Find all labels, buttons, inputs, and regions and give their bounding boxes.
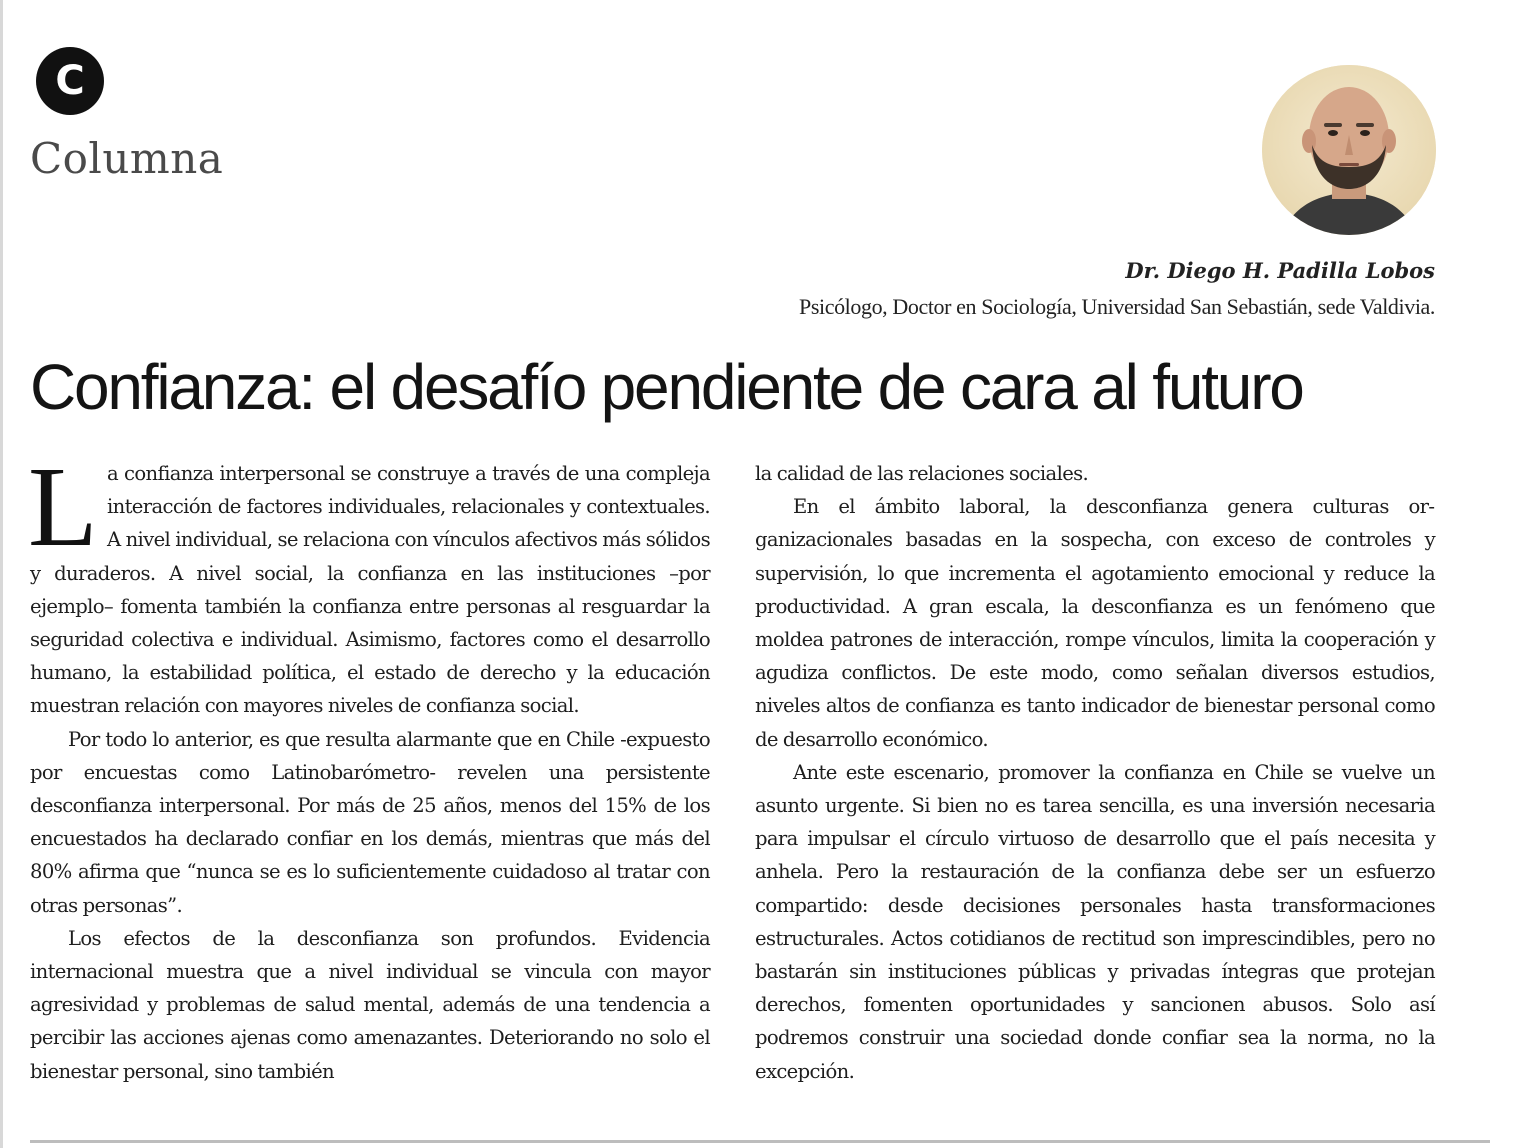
article-paragraph: Los efectos de la desconfianza son profundos. Evidencia internacional muestra que a nivel individual se vincula con mayor agresividad y problemas de salud mental, además de una tendencia a percibir las acciones ajenas como amenazantes. Deteriorando no solo el bienestar personal, sino también <box>30 926 710 1083</box>
article-paragraph: Ante este escenario, promover la confianza en Chile se vuelve un asunto urgente. Si bien no es tarea sencilla, es una inversión necesaria para impulsar el círculo virtuoso de desarrollo que el país necesita y anhela. Pero la restauración de la confianza debe ser un esfuerzo compartido: desde decisiones personales hasta transformaciones estructurales. Actos cotidianos de rectitud son imprescindibles, pero no bastarán sin instituciones públicas y privadas íntegras que protejan derechos, fomenten oportunidades y sancionen abusos. Solo así podremos construir una sociedad donde confiar sea la norma, no la excepción. <box>755 760 1435 1083</box>
article-paragraph <box>28 443 710 723</box>
drop-cap: L <box>28 443 97 570</box>
author-affiliation: Psicólogo, Doctor en Sociología, Universidad San Sebastián, sede Valdivia. <box>799 294 1435 319</box>
section-label: Columna <box>30 134 224 183</box>
bottom-divider <box>30 1140 1490 1143</box>
article-paragraph: la calidad de las relaciones sociales. <box>755 462 1089 485</box>
page-edge-rule <box>0 0 3 1148</box>
author-photo <box>1262 65 1436 235</box>
section-badge: C <box>36 47 104 115</box>
article-column-left <box>28 443 710 1088</box>
article-column-right <box>755 457 1435 1088</box>
paragraph-text: a confianza interpersonal se construye a través de una compleja interacción de factores individuales, relacionales y contextuales. A nivel individual, se relaciona con vínculos afectivos más sólidos y duraderos. A nivel social, la confianza en las instituciones –por ejemplo– fomenta también la confianza entre personas al resguardar la seguridad colectiva e individual. Asimismo, factores como el desarrollo humano, la estabilidad política, el estado de derecho y la educación muestran relación con mayores niveles de confianza social. <box>30 462 710 718</box>
article-title: Confianza: el desafío pendiente de cara al futuro <box>30 351 1303 423</box>
author-portrait-illustration <box>1262 65 1436 235</box>
article-paragraph: En el ámbito laboral, la desconfianza genera culturas organizacionales basadas en la sospecha, con exceso de controles y supervisión, lo que incrementa el agotamiento emocional y reduce la productividad. A gran escala, la desconfianza es un fenómeno que moldea patrones de interacción, rompe vínculos, limita la cooperación y agudiza conflictos. De este modo, como señalan diversos estudios, niveles altos de confianza es tanto indicador de bienestar personal como de desarrollo económico. <box>755 495 1435 751</box>
article-paragraph: Por todo lo anterior, es que resulta alarmante que en Chile -expuesto por encuestas como Latinobarómetro- revelen una persistente desconfianza interpersonal. Por más de 25 años, menos del 15% de los encuestados ha declarado confiar en los demás, mientras que más del 80% afirma que “nunca se es lo suficientemente cuidadoso al tratar con otras personas”. <box>30 727 710 917</box>
author-name: Dr. Diego H. Padilla Lobos <box>1125 258 1435 283</box>
